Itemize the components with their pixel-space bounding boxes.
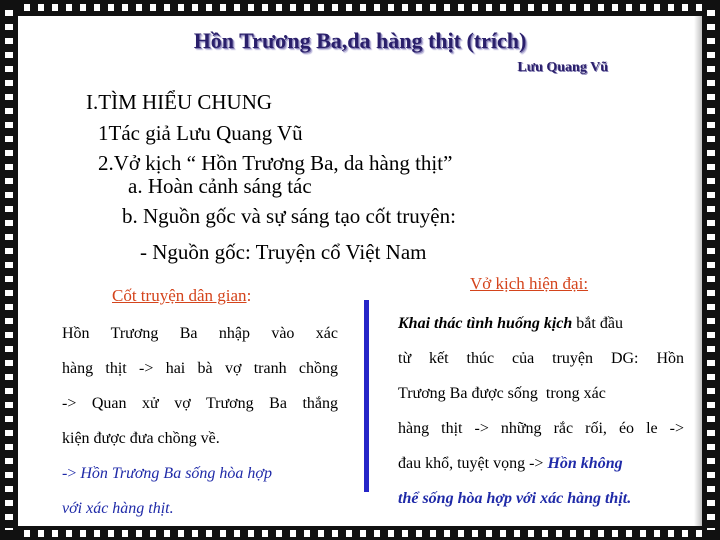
modern-play-heading: Vở kịch hiện đại: <box>470 274 589 293</box>
folk-plot-row-3: -> Quan xử vợ Trương Ba thắng <box>62 395 338 412</box>
outline-line-2: 1Tác giả Lưu Quang Vũ <box>98 121 303 145</box>
modern-play-conclusion-2: thể sống hòa hợp với xác hàng thịt. <box>398 490 632 507</box>
folk-plot-row-6 <box>62 491 338 526</box>
border-shadow <box>694 16 702 526</box>
slide-title: Hồn Trương Ba,da hàng thịt (trích) <box>193 28 527 53</box>
border-top <box>0 0 720 16</box>
modern-play-row-5-text: đau khổ, tuyệt vọng -> <box>398 455 548 472</box>
modern-play-row-1 <box>398 306 684 341</box>
folk-plot-heading-text: Cốt truyện dân gian <box>112 286 247 305</box>
modern-play-row-2: từ kết thúc của truyện DG: Hồn <box>398 350 684 367</box>
folk-plot-row-5 <box>62 456 338 491</box>
folk-plot-row-2: hàng thịt -> hai bà vợ tranh chồng <box>62 360 338 377</box>
outline-line-5: b. Nguồn gốc và sự sáng tạo cốt truyện: <box>122 204 456 228</box>
modern-play-row-1-rest: bắt đầu <box>572 315 623 332</box>
modern-play-row-4: hàng thịt -> những rắc rối, éo le -> <box>398 420 684 437</box>
border-bottom <box>0 526 720 540</box>
modern-play-key-phrase: Khai thác tình huống kịch <box>398 315 573 332</box>
column-divider <box>364 300 369 492</box>
folk-plot-column <box>62 316 338 526</box>
folk-plot-heading-colon: : <box>246 286 252 305</box>
outline-line-3: 2.Vở kịch “ Hồn Trương Ba, da hàng thịt” <box>98 151 453 175</box>
modern-play-row-6 <box>398 481 684 516</box>
folk-plot-heading <box>112 286 251 306</box>
border-left <box>0 0 18 540</box>
folk-plot-conclusion-2: với xác hàng thịt. <box>62 500 174 517</box>
folk-plot-conclusion-1: Hồn Trương Ba sống hòa hợp <box>80 465 272 482</box>
modern-play-column <box>398 306 684 516</box>
modern-play-row-5 <box>398 446 684 481</box>
author-name: Lưu Quang Vũ <box>517 60 608 75</box>
outline-line-6: - Nguồn gốc: Truyện cổ Việt Nam <box>140 240 427 264</box>
folk-plot-arrow: -> <box>62 465 81 482</box>
folk-plot-row-4: kiện được đưa chồng về. <box>62 430 220 447</box>
modern-play-row-3: Trương Ba được sống trong xác <box>398 385 606 402</box>
outline-line-1: I.TÌM HIỂU CHUNG <box>86 90 273 114</box>
modern-play-conclusion-1: Hồn không <box>547 455 623 472</box>
outline-line-4: a. Hoàn cảnh sáng tác <box>128 174 312 198</box>
border-right <box>702 0 720 540</box>
folk-plot-row-1: Hồn Trương Ba nhập vào xác <box>62 325 338 342</box>
